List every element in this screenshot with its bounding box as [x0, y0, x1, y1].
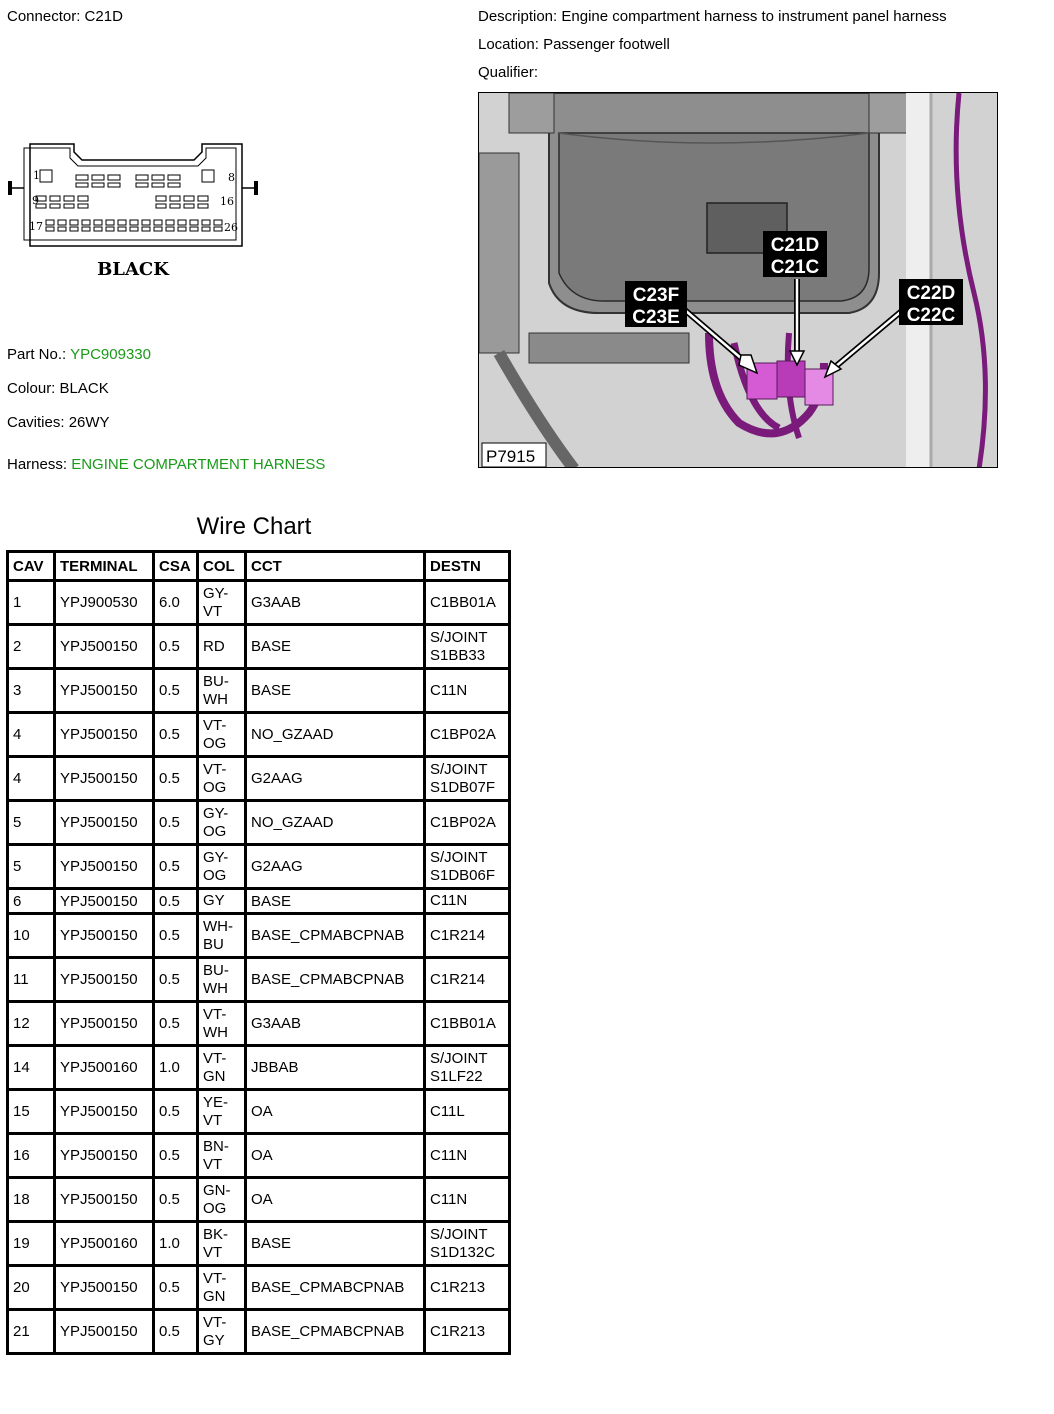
description-line [478, 8, 947, 25]
connector-face-diagram [6, 130, 266, 280]
cell-cct: G2AAG [246, 757, 425, 801]
cell-cav: 20 [8, 1266, 55, 1310]
table-row [8, 669, 510, 713]
connector-label: Connector: [7, 8, 81, 25]
harness-label: Harness: [7, 456, 68, 473]
part-no-line [7, 346, 151, 363]
harness-link[interactable]: ENGINE COMPARTMENT HARNESS [71, 456, 326, 473]
column-header-csa: CSA [154, 552, 198, 581]
pin-label: 1 [33, 169, 40, 182]
wire-chart-table [6, 550, 511, 1355]
callout-c23 [625, 281, 687, 328]
cell-terminal: YPJ500150 [55, 1090, 154, 1134]
cell-cct: BASE_CPMABCPNAB [246, 958, 425, 1002]
callout-c22-line2: C22C [906, 305, 956, 326]
location-line [478, 36, 670, 53]
cell-cav: 19 [8, 1222, 55, 1266]
cell-cct: OA [246, 1178, 425, 1222]
cell-cav: 4 [8, 713, 55, 757]
cell-col: WH- BU [198, 914, 246, 958]
callout-c23-line2: C23E [632, 307, 680, 328]
pin-label: 17 [29, 220, 43, 233]
table-row [8, 1222, 510, 1266]
cell-csa: 6.0 [154, 581, 198, 625]
cell-col: YE- VT [198, 1090, 246, 1134]
cell-cav: 5 [8, 801, 55, 845]
cell-terminal: YPJ500150 [55, 1266, 154, 1310]
cell-destn: C11N [425, 1178, 510, 1222]
cell-destn: S/JOINT S1BB33 [425, 625, 510, 669]
callout-c23-line1: C23F [632, 285, 680, 306]
cell-cct: G3AAB [246, 581, 425, 625]
cell-cav: 16 [8, 1134, 55, 1178]
pin-label: 9 [32, 194, 39, 207]
table-row [8, 1310, 510, 1354]
cell-col: VT- GN [198, 1046, 246, 1090]
callout-c22 [899, 279, 963, 326]
cell-destn: C1R213 [425, 1310, 510, 1354]
cell-cct: BASE_CPMABCPNAB [246, 1266, 425, 1310]
cell-csa: 0.5 [154, 1134, 198, 1178]
colour-line [7, 380, 109, 397]
cell-csa: 0.5 [154, 1178, 198, 1222]
cell-csa: 0.5 [154, 1310, 198, 1354]
qualifier-line [478, 64, 538, 81]
cell-terminal: YPJ500160 [55, 1046, 154, 1090]
table-row [8, 1266, 510, 1310]
cell-cav: 12 [8, 1002, 55, 1046]
location-illustration [479, 93, 998, 468]
wire-chart-body [8, 581, 510, 1354]
cell-csa: 0.5 [154, 625, 198, 669]
cell-csa: 0.5 [154, 757, 198, 801]
cell-destn: C1BP02A [425, 713, 510, 757]
cavities-line [7, 414, 110, 431]
cell-destn: C11N [425, 669, 510, 713]
column-header-destn: DESTN [425, 552, 510, 581]
connector-id: C21D [84, 8, 123, 25]
cell-col: GY- OG [198, 845, 246, 889]
callout-c21-line2: C21C [770, 257, 820, 278]
cell-cct: G3AAB [246, 1002, 425, 1046]
photo-reference: P7915 [486, 447, 536, 466]
cell-csa: 0.5 [154, 914, 198, 958]
cell-destn: C1R214 [425, 958, 510, 1002]
cell-cct: BASE [246, 889, 425, 914]
cell-cav: 1 [8, 581, 55, 625]
column-header-terminal: TERMINAL [55, 552, 154, 581]
cell-destn: S/JOINT S1DB06F [425, 845, 510, 889]
pin-label: 8 [228, 171, 235, 184]
colour-value: BLACK [59, 380, 109, 397]
cell-csa: 0.5 [154, 1090, 198, 1134]
cell-csa: 0.5 [154, 958, 198, 1002]
cell-cav: 18 [8, 1178, 55, 1222]
cell-cav: 10 [8, 914, 55, 958]
cell-cct: NO_GZAAD [246, 713, 425, 757]
cell-destn: C11L [425, 1090, 510, 1134]
cell-cct: BASE_CPMABCPNAB [246, 1310, 425, 1354]
part-no-label: Part No.: [7, 346, 67, 363]
cell-cav: 5 [8, 845, 55, 889]
cell-col: BN- VT [198, 1134, 246, 1178]
qualifier-label: Qualifier: [478, 64, 539, 81]
cell-cct: JBBAB [246, 1046, 425, 1090]
location-value: Passenger footwell [543, 36, 670, 53]
cell-cct: OA [246, 1090, 425, 1134]
cell-terminal: YPJ500150 [55, 669, 154, 713]
cell-destn: C1R214 [425, 914, 510, 958]
pin-label: 16 [220, 195, 234, 208]
cell-col: GY [198, 889, 246, 914]
cell-csa: 0.5 [154, 1002, 198, 1046]
description-value: Engine compartment harness to instrument panel harness [561, 8, 947, 25]
cell-terminal: YPJ500150 [55, 801, 154, 845]
part-no-link[interactable]: YPC909330 [70, 346, 151, 363]
cell-col: GN- OG [198, 1178, 246, 1222]
cell-terminal: YPJ500160 [55, 1222, 154, 1266]
table-row [8, 1002, 510, 1046]
cell-col: GY- VT [198, 581, 246, 625]
cell-cav: 4 [8, 757, 55, 801]
cell-csa: 0.5 [154, 713, 198, 757]
cell-col: VT- GN [198, 1266, 246, 1310]
cell-terminal: YPJ500150 [55, 1310, 154, 1354]
table-row [8, 1178, 510, 1222]
cell-csa: 1.0 [154, 1222, 198, 1266]
cell-csa: 0.5 [154, 889, 198, 914]
cell-destn: S/JOINT S1DB07F [425, 757, 510, 801]
cell-destn: C11N [425, 889, 510, 914]
cell-terminal: YPJ500150 [55, 845, 154, 889]
cell-cct: BASE_CPMABCPNAB [246, 914, 425, 958]
cell-csa: 0.5 [154, 669, 198, 713]
cell-col: VT- WH [198, 1002, 246, 1046]
table-row [8, 801, 510, 845]
cell-csa: 0.5 [154, 1266, 198, 1310]
column-header-col: COL [198, 552, 246, 581]
location-photo [478, 92, 998, 468]
connector-line [7, 8, 123, 25]
cell-destn: S/JOINT S1LF22 [425, 1046, 510, 1090]
cell-terminal: YPJ500150 [55, 914, 154, 958]
cell-col: BK- VT [198, 1222, 246, 1266]
cell-cct: OA [246, 1134, 425, 1178]
cell-col: VT- OG [198, 757, 246, 801]
column-header-cct: CCT [246, 552, 425, 581]
wire-chart-title: Wire Chart [196, 513, 312, 540]
cell-csa: 1.0 [154, 1046, 198, 1090]
table-header-row [8, 552, 510, 581]
pin-label: 26 [224, 221, 238, 234]
cell-terminal: YPJ500150 [55, 958, 154, 1002]
cell-col: GY- OG [198, 801, 246, 845]
cell-col: VT- OG [198, 713, 246, 757]
cell-cav: 21 [8, 1310, 55, 1354]
description-label: Description: [478, 8, 558, 25]
table-row [8, 889, 510, 914]
cell-col: BU- WH [198, 958, 246, 1002]
cell-cct: BASE [246, 1222, 425, 1266]
cell-col: RD [198, 625, 246, 669]
table-row [8, 1090, 510, 1134]
cell-destn: C11N [425, 1134, 510, 1178]
cell-destn: C1BB01A [425, 581, 510, 625]
cell-terminal: YPJ500150 [55, 1178, 154, 1222]
cell-cct: BASE [246, 625, 425, 669]
table-row [8, 625, 510, 669]
callout-c21-line1: C21D [770, 235, 820, 256]
table-row [8, 713, 510, 757]
connector-color-label: BLACK [97, 259, 169, 280]
cell-cav: 15 [8, 1090, 55, 1134]
cell-terminal: YPJ500150 [55, 757, 154, 801]
table-row [8, 1134, 510, 1178]
cavities-label: Cavities: [7, 414, 65, 431]
cell-terminal: YPJ500150 [55, 625, 154, 669]
callout-c21 [763, 231, 827, 278]
cell-csa: 0.5 [154, 801, 198, 845]
cell-csa: 0.5 [154, 845, 198, 889]
cell-cav: 2 [8, 625, 55, 669]
colour-label: Colour: [7, 380, 56, 397]
cell-terminal: YPJ500150 [55, 1134, 154, 1178]
cell-terminal: YPJ900530 [55, 581, 154, 625]
cell-cct: G2AAG [246, 845, 425, 889]
cell-terminal: YPJ500150 [55, 713, 154, 757]
location-label: Location: [478, 36, 539, 53]
table-row [8, 845, 510, 889]
cavities-value: 26WY [68, 414, 110, 431]
table-row [8, 1046, 510, 1090]
cell-destn: C1BB01A [425, 1002, 510, 1046]
cell-destn: C1R213 [425, 1266, 510, 1310]
cell-col: BU- WH [198, 669, 246, 713]
cell-cav: 3 [8, 669, 55, 713]
connector-graphic-c21 [777, 361, 805, 397]
table-row [8, 757, 510, 801]
cell-destn: S/JOINT S1D132C [425, 1222, 510, 1266]
cell-cct: NO_GZAAD [246, 801, 425, 845]
cell-cav: 11 [8, 958, 55, 1002]
cell-col: VT- GY [198, 1310, 246, 1354]
cell-cav: 14 [8, 1046, 55, 1090]
table-row [8, 914, 510, 958]
cell-cav: 6 [8, 889, 55, 914]
cell-destn: C1BP02A [425, 801, 510, 845]
cell-terminal: YPJ500150 [55, 889, 154, 914]
table-row [8, 958, 510, 1002]
column-header-cav: CAV [8, 552, 55, 581]
table-row [8, 581, 510, 625]
harness-line [7, 456, 325, 473]
callout-c22-line1: C22D [906, 283, 956, 304]
cell-cct: BASE [246, 669, 425, 713]
cell-terminal: YPJ500150 [55, 1002, 154, 1046]
